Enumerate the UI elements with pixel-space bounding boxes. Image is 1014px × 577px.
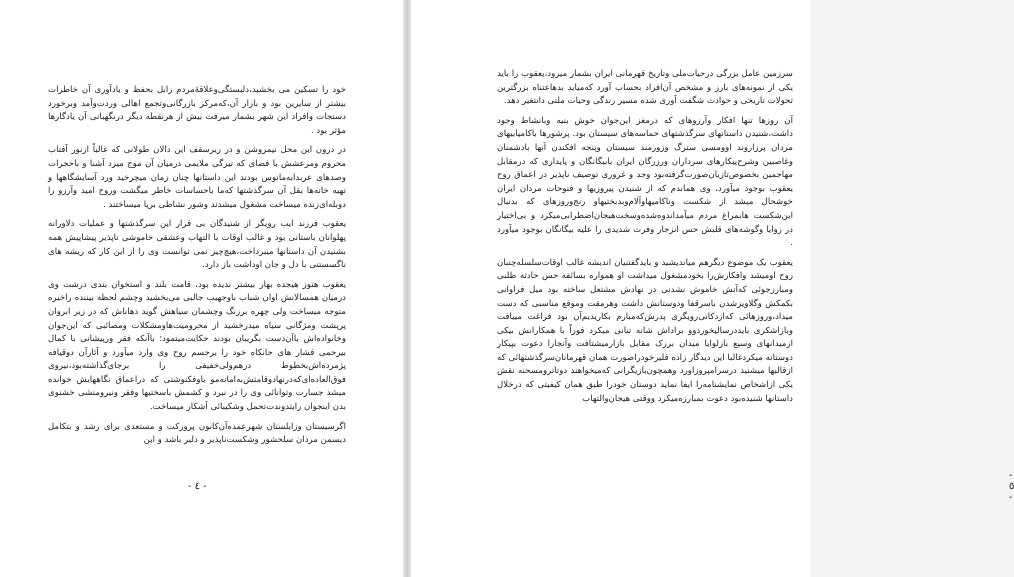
book-gutter — [403, 0, 411, 577]
right-page-text — [497, 68, 793, 412]
paragraph: یعقوب یک موضوع دیگرهم میاندیشید و بایدگفتنیان اندیشه غالب اوقات‌سلسله‌چنبان روح اومیشد وافکارش‌را بخودمشغول میداشت او همواره بسائقه حس حادثه طلبی ومبارزجوئی که‌آتش خاموش نشدنی در نهادش مشتعل ساخته بود میل فراوانی بکمکش وگلاویزشدن باسرقفا ودوستانش داشت وهرمقت وموقع مناسبی که دست میداد،وروزهائی که‌ازدکانی‌رویگری پدرش‌که‌مبارم بکاریدیم‌آن بود فراغت مییافت وبازاشکری بایددرسالیخوردوو براداش شانه تنانی میکرد فوراً با همکارانش بیکی ازمیدانهای وسیع بازلوایا میدان برزک مقابل بازارمیشتافت وآنجارا دعوت بپیکار دوستانه میکردغالبا این دیدگار زاده قلیرخودراصورت همان قهرمانان‌سرگذشتهائی که ازقالبها میشنید درسرامپروزاورد وهمچون‌بازیگرانی که‌میخواهند دوتاترومسحنه نقش یکی ازاشخاص نمایشنامه‌را ایفا نماید دوستان خودرا طبق همان کیفیتی که درخلال داستانها شنیده‌بود دعوت بمبارزه‌میکرد ووقتی هیجان‌والتهاب — [497, 257, 793, 404]
left-page-text — [48, 84, 346, 454]
page-number: - ٥ - — [1009, 470, 1014, 503]
paragraph: یعقوب هنوز هیجده بهار بیشتر ندیده بود، قامت بلند و استخوان بندی درشت وی درمیان همسالانش اوان شباب باوجهیب جالبی می‌بخشید وچشم لحظه بیننده راخیره متوجه میساخت ولی چهره برزنگ وچشمان سیاهش گوید دهاناش که در زیر ابروان پرپشت ومژگانی سیاه میدرخشید از محرومیت‌هاومشکلات ومصائبی که این‌جوان وخانواده‌اش باآن‌دست بگریبان بودند حکایت‌میتمود؛ باآنکه فقر ورپیشانی با کمال بیرحمی فشار های جانکاه خود را برجسم روح وی وارد میآورد و آثارآن دوقیافه پژمرده‌اش‌بخطوط درهم‌ولی‌خفیفی را برجای‌گذاشته‌بود،نیروی فوق‌العاده‌ای‌که‌درنهادوقامتش‌به‌اما‌نه‌مو باوفکنوشتی که دراعماق نگاههایش خوانده میشد جسارت وتوانائی وی را در نبرد و کشمش باسختیها وفقر ونیرو‌منشی خشنوی بدن اینجوان رابتدوندت‌تحمل وشکیبائی آشکار میساخت. — [48, 279, 346, 413]
right-page — [411, 0, 1014, 577]
paragraph: آن روزها تنها افکار وآرزوهای که درمغز این‌جوان خوش بنیه وبانشاط وجود داشت،شنیدن داستانهای سرگذشتهای حماسه‌های سیستان بود. پرشورها باکامیابیهای مردان پرزاروند اوومسی سترگ وزورمند سیستان وپنجه افکندن آنها بادشمنان وغاصبین وشرح‌پیکارهای سرداران ورزرگان ایران بابیگانگان و پایداری که درمقابل مهاجمین بخصوص‌تازیان‌صورت‌گرفته‌بود وجد و غروری توصیف ناپذیر در اعماق روح یعقوب بوجود میآورد، وی هماندم که از شنیدن پیروزیها و فتوحات مردان ایران خوشحال میشد از شکست وناکامیهاوآلام‌وبدبختیهاو رنج‌وروزهای که بدنبال این‌شکست هابمراغ مردم میآمداندوه‌شده‌وسخت‌هیجان‌اضطرابی‌میکرد و بی‌اختیار در زوایا وگوشه‌های قلبش حس انزجار وفرت شدیدی را علیه بیگانگان بوجود میآورد . — [497, 115, 793, 249]
paragraph: خود را تسکین می بخشید،دلبستگی‌وعلاقۀمردم زابل بحفظ و یادآوری آن خاطرات بیشتر از سایرین بود و بازار آن،که‌مرکز بازرگانی‌وتجمع اهالی وردت‌وآمد وبرخورد دستجات وافراد این شهر بشمار میرفت بیش از هرنقطه دیگر درنگهبانی آن یادگارها مؤثر بود . — [48, 85, 346, 136]
page-number: - ٤ - — [188, 481, 207, 492]
paragraph: سرزمین عامل بزرگی درحیات‌ملی وتاریخ قهرمانی ایران بشمار میرود،یعقوب را باید یکی از نمونه‌های بارز و مشخص آن‌افراد بحساب آورد که‌میاید بدهاعتناه بزرگترین تحولات تاریخی و حوادث شگفت آوری شده مسیر زندگی وحیات ملتی دانتغیر دهد. — [497, 69, 793, 107]
left-page — [0, 0, 403, 577]
paragraph: یعقوب فرزند ایب رویگر از شنیدگان بی قرار این سرگذشتها و عملیات دلاورانه پهلوانان باستانی بود و غالب اوقات با التهاب وعشقی خاموشی ناپذیر پیشاپیش همه بشنیدن آن داستانها میبرداخت،هیچ‌چیز نمی توانست وی را از این کار که ریشه های ناگسستنی با دل و جان اوداشت باز دارد. — [48, 219, 346, 271]
paragraph: اگرسیستان وزابلستان شهرعمده‌آن‌کانون پرورکت و مستعدی برای رشد و بتکامل دیسمن مردان سلحشور وشکست‌ناپذیر و دلیر باشد و این — [48, 421, 346, 446]
paragraph: در درون این محل نیمروشن و در زیرسقف این دالان طولانی که غالباً ازنور آفتاب محروم ومرعشش با فضای که تیرگی ملایمی درمیان آن موج میزد آشنا و باحجرات وصدهای عربدابه‌مانوس بودند این داستانها چنان زمان میچرخید ورد آسایشگاهها و تهیه خانه‌ها بقل آن سرگذشتها که‌ما باحساسات خاطر میگشت وروح امید وآرزو را دوبله‌ای‌زنده میساخت مشغول میشدند وشور نشاطی برپا میساختند . — [48, 145, 346, 210]
